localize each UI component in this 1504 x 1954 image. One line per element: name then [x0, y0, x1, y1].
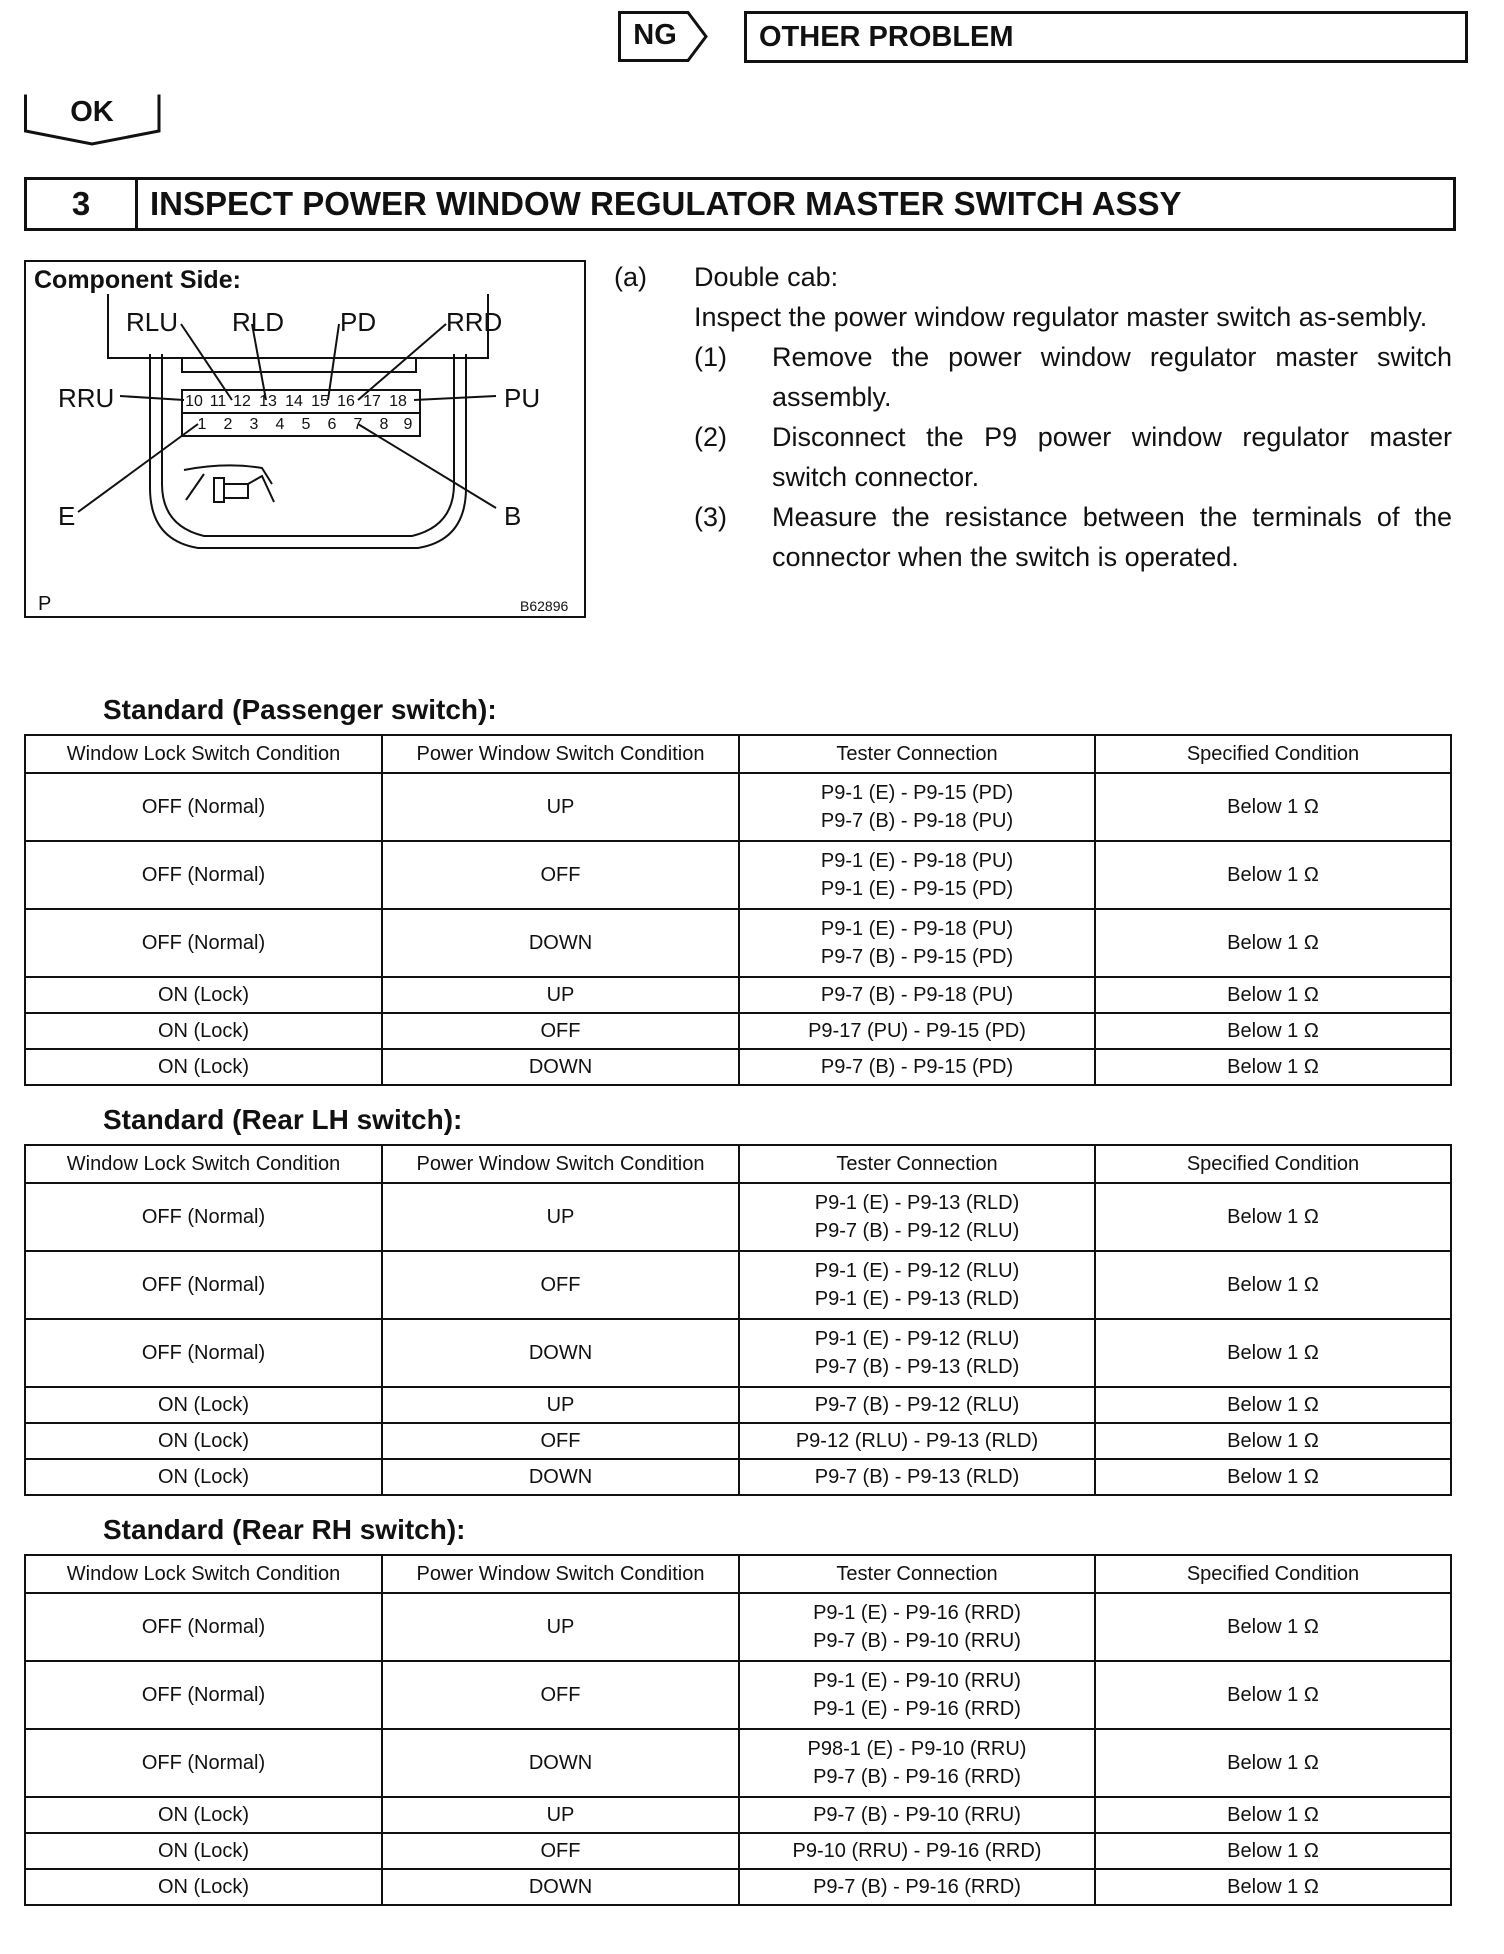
header-spec: Specified Condition: [1095, 735, 1451, 773]
table-title-passenger: Standard (Passenger switch):: [103, 694, 497, 725]
tester-connection-cell: [739, 1423, 1095, 1459]
tester-connection-line: P9-7 (B) - P9-16 (RRD): [813, 1766, 1021, 1788]
tester-connection-line: P9-1 (E) - P9-13 (RLD): [814, 1192, 1020, 1214]
power-window-condition-cell: DOWN: [382, 1319, 739, 1387]
instructions: [614, 257, 1452, 577]
label-rru: RRU: [58, 383, 115, 413]
specified-condition-cell: Below 1 Ω: [1095, 1423, 1451, 1459]
tester-connection-line: P9-7 (B) - P9-13 (RLD): [814, 1356, 1020, 1378]
label-rld: RLD: [232, 307, 285, 337]
specified-condition-cell: Below 1 Ω: [1095, 1387, 1451, 1423]
specified-condition-cell: Below 1 Ω: [1095, 1183, 1451, 1251]
tester-connection-line: P9-1 (E) - P9-15 (PD): [820, 878, 1014, 900]
lock-condition-cell: ON (Lock): [25, 1797, 382, 1833]
tester-connection-cell: [739, 1797, 1095, 1833]
table-row: [25, 841, 1451, 909]
pin-13: 13: [259, 393, 277, 410]
specified-condition-cell: Below 1 Ω: [1095, 1869, 1451, 1905]
specified-condition-cell: Below 1 Ω: [1095, 1661, 1451, 1729]
lock-condition-cell: OFF (Normal): [25, 1251, 382, 1319]
tester-connection-cell: [739, 1049, 1095, 1085]
lock-condition-cell: ON (Lock): [25, 1423, 382, 1459]
table-row: [25, 1049, 1451, 1085]
power-window-condition-cell: UP: [382, 1593, 739, 1661]
tester-connection-line: P9-7 (B) - P9-15 (PD): [820, 1056, 1014, 1078]
label-e: E: [58, 501, 76, 531]
figure-title: Component Side:: [34, 266, 241, 294]
tester-connection-cell: [739, 977, 1095, 1013]
tester-connection-cell: [739, 1729, 1095, 1797]
pin-2: 2: [223, 416, 233, 433]
tester-connection-line: P9-7 (B) - P9-10 (RRU): [813, 1630, 1021, 1652]
header-lock: Window Lock Switch Condition: [25, 1555, 382, 1593]
specified-condition-cell: Below 1 Ω: [1095, 1797, 1451, 1833]
other-problem-box: OTHER PROBLEM: [744, 11, 1468, 63]
spec-table-passenger: [24, 734, 1452, 1086]
tester-connection-line: P9-1 (E) - P9-15 (PD): [820, 782, 1014, 804]
instruction-step-marker: (1): [694, 342, 727, 372]
table-row: [25, 1387, 1451, 1423]
pin-14: 14: [285, 393, 303, 410]
instruction-a-title: Double cab:: [694, 262, 839, 292]
power-window-condition-cell: UP: [382, 1387, 739, 1423]
pin-9: 9: [403, 416, 413, 433]
power-window-condition-cell: DOWN: [382, 1049, 739, 1085]
specified-condition-cell: Below 1 Ω: [1095, 1593, 1451, 1661]
instruction-step-text: Remove the power window regulator master switch assembly.: [772, 342, 1452, 412]
power-window-condition-cell: UP: [382, 773, 739, 841]
table-row: [25, 1833, 1451, 1869]
power-window-condition-cell: UP: [382, 1797, 739, 1833]
table-row: [25, 773, 1451, 841]
header-lock: Window Lock Switch Condition: [25, 735, 382, 773]
specified-condition-cell: Below 1 Ω: [1095, 1459, 1451, 1495]
power-window-condition-cell: DOWN: [382, 909, 739, 977]
pin-5: 5: [301, 416, 311, 433]
tester-connection-line: P9-1 (E) - P9-18 (PU): [820, 850, 1014, 872]
pin-17: 17: [363, 393, 381, 410]
tester-connection-line: P9-7 (B) - P9-10 (RRU): [813, 1804, 1021, 1826]
tester-connection-line: P9-1 (E) - P9-10 (RRU): [813, 1670, 1021, 1692]
label-pd: PD: [340, 307, 377, 337]
tester-connection-line: P9-10 (RRU) - P9-16 (RRD): [792, 1840, 1042, 1862]
tester-connection-line: P9-1 (E) - P9-16 (RRD): [813, 1698, 1021, 1720]
lock-condition-cell: OFF (Normal): [25, 1661, 382, 1729]
table-row: [25, 1013, 1451, 1049]
specified-condition-cell: Below 1 Ω: [1095, 977, 1451, 1013]
tester-connection-line: P9-1 (E) - P9-16 (RRD): [813, 1602, 1021, 1624]
specified-condition-cell: Below 1 Ω: [1095, 909, 1451, 977]
header-tester: Tester Connection: [739, 735, 1095, 773]
power-window-condition-cell: OFF: [382, 1423, 739, 1459]
header-lock: Window Lock Switch Condition: [25, 1145, 382, 1183]
spec-table-rear-rh: [24, 1554, 1452, 1906]
figure-code: B62896: [520, 598, 569, 614]
table-row: [25, 1319, 1451, 1387]
table-row: [25, 977, 1451, 1013]
table-title-rear-lh: Standard (Rear LH switch):: [103, 1104, 463, 1135]
table-row: [25, 1459, 1451, 1495]
tester-connection-line: P9-1 (E) - P9-12 (RLU): [814, 1260, 1020, 1282]
tester-connection-line: P9-1 (E) - P9-18 (PU): [820, 918, 1014, 940]
table-row: [25, 1593, 1451, 1661]
specified-condition-cell: Below 1 Ω: [1095, 1319, 1451, 1387]
table-row: [25, 1423, 1451, 1459]
step-title: INSPECT POWER WINDOW REGULATOR MASTER SWITCH ASSY: [150, 185, 1182, 222]
tester-connection-line: P9-1 (E) - P9-12 (RLU): [814, 1328, 1020, 1350]
specified-condition-cell: Below 1 Ω: [1095, 1729, 1451, 1797]
tester-connection-line: P9-17 (PU) - P9-15 (PD): [808, 1020, 1026, 1042]
lock-condition-cell: OFF (Normal): [25, 773, 382, 841]
tester-connection-line: P9-1 (E) - P9-13 (RLD): [814, 1288, 1020, 1310]
specified-condition-cell: Below 1 Ω: [1095, 1013, 1451, 1049]
table-title-rear-rh: Standard (Rear RH switch):: [103, 1514, 466, 1545]
header-spec: Specified Condition: [1095, 1555, 1451, 1593]
power-window-condition-cell: OFF: [382, 841, 739, 909]
tester-connection-cell: [739, 909, 1095, 977]
lock-condition-cell: ON (Lock): [25, 977, 382, 1013]
instruction-step-marker: (2): [694, 422, 727, 452]
lock-condition-cell: ON (Lock): [25, 1833, 382, 1869]
pin-6: 6: [327, 416, 337, 433]
ng-label: NG: [633, 19, 677, 51]
tester-connection-line: P9-12 (RLU) - P9-13 (RLD): [795, 1430, 1039, 1452]
step-header: [24, 177, 1456, 231]
tester-connection-cell: [739, 1251, 1095, 1319]
lock-condition-cell: OFF (Normal): [25, 909, 382, 977]
lock-condition-cell: ON (Lock): [25, 1459, 382, 1495]
instruction-step-text: Measure the resistance between the terminals of the connector when the switch is operated.: [772, 502, 1452, 572]
specified-condition-cell: Below 1 Ω: [1095, 1049, 1451, 1085]
figure-corner-label: P: [38, 593, 52, 615]
instruction-a: [614, 257, 1452, 577]
instruction-step: [694, 337, 1452, 417]
pin-11: 11: [209, 393, 227, 410]
ng-result-box: [618, 11, 706, 59]
table-row: [25, 909, 1451, 977]
tester-connection-cell: [739, 1869, 1095, 1905]
instruction-step-text: Disconnect the P9 power window regulator master switch connector.: [772, 422, 1452, 492]
tester-connection-line: P9-7 (B) - P9-18 (PU): [820, 984, 1014, 1006]
instruction-a-marker: (a): [614, 262, 647, 292]
power-window-condition-cell: UP: [382, 1183, 739, 1251]
label-pu: PU: [504, 383, 541, 413]
tester-connection-cell: [739, 841, 1095, 909]
power-window-condition-cell: OFF: [382, 1013, 739, 1049]
power-window-condition-cell: UP: [382, 977, 739, 1013]
tester-connection-line: P9-7 (B) - P9-12 (RLU): [814, 1394, 1020, 1416]
tester-connection-cell: [739, 1459, 1095, 1495]
instruction-a-body-wrap: [694, 257, 1452, 577]
pin-7: 7: [353, 416, 363, 433]
header-tester: Tester Connection: [739, 1145, 1095, 1183]
tester-connection-line: P9-7 (B) - P9-15 (PD): [820, 946, 1014, 968]
instruction-step: [694, 417, 1452, 497]
tester-connection-cell: [739, 1833, 1095, 1869]
lock-condition-cell: ON (Lock): [25, 1387, 382, 1423]
header-spec: Specified Condition: [1095, 1145, 1451, 1183]
label-b: B: [504, 501, 522, 531]
power-window-condition-cell: DOWN: [382, 1869, 739, 1905]
tester-connection-cell: [739, 1183, 1095, 1251]
lock-condition-cell: ON (Lock): [25, 1869, 382, 1905]
power-window-condition-cell: OFF: [382, 1833, 739, 1869]
power-window-condition-cell: OFF: [382, 1251, 739, 1319]
ok-result-box: [24, 93, 160, 145]
lock-condition-cell: OFF (Normal): [25, 1183, 382, 1251]
pin-12: 12: [233, 393, 251, 410]
specified-condition-cell: Below 1 Ω: [1095, 773, 1451, 841]
lock-condition-cell: OFF (Normal): [25, 1319, 382, 1387]
pin-4: 4: [275, 416, 285, 433]
label-rrd: RRD: [446, 307, 503, 337]
header-power-window: Power Window Switch Condition: [382, 1555, 739, 1593]
table-row: [25, 1251, 1451, 1319]
table-row: [25, 1183, 1451, 1251]
tester-connection-line: P9-7 (B) - P9-18 (PU): [820, 810, 1014, 832]
lock-condition-cell: OFF (Normal): [25, 1593, 382, 1661]
pin-15: 15: [311, 393, 329, 410]
lock-condition-cell: OFF (Normal): [25, 1729, 382, 1797]
pin-8: 8: [379, 416, 389, 433]
table-row: [25, 1869, 1451, 1905]
table-row: [25, 1797, 1451, 1833]
pin-18: 18: [389, 393, 407, 410]
specified-condition-cell: Below 1 Ω: [1095, 1833, 1451, 1869]
spec-table-rear-lh: [24, 1144, 1452, 1496]
lock-condition-cell: ON (Lock): [25, 1013, 382, 1049]
power-window-condition-cell: DOWN: [382, 1459, 739, 1495]
tester-connection-line: P9-7 (B) - P9-13 (RLD): [814, 1466, 1020, 1488]
tester-connection-cell: [739, 1319, 1095, 1387]
power-window-condition-cell: DOWN: [382, 1729, 739, 1797]
tester-connection-line: P9-7 (B) - P9-12 (RLU): [814, 1220, 1020, 1242]
table-row: [25, 1729, 1451, 1797]
tester-connection-cell: [739, 773, 1095, 841]
header-tester: Tester Connection: [739, 1555, 1095, 1593]
tester-connection-line: P98-1 (E) - P9-10 (RRU): [807, 1738, 1027, 1760]
instruction-step-marker: (3): [694, 502, 727, 532]
header-power-window: Power Window Switch Condition: [382, 735, 739, 773]
lock-condition-cell: ON (Lock): [25, 1049, 382, 1085]
instruction-step: [694, 497, 1452, 577]
specified-condition-cell: Below 1 Ω: [1095, 1251, 1451, 1319]
label-rlu: RLU: [126, 307, 179, 337]
tester-connection-cell: [739, 1661, 1095, 1729]
step-number: 3: [27, 180, 138, 228]
power-window-condition-cell: OFF: [382, 1661, 739, 1729]
instruction-a-body: Inspect the power window regulator master switch as-sembly.: [694, 302, 1428, 332]
tester-connection-line: P9-7 (B) - P9-16 (RRD): [813, 1876, 1021, 1898]
tester-connection-cell: [739, 1387, 1095, 1423]
tester-connection-cell: [739, 1593, 1095, 1661]
pin-3: 3: [249, 416, 259, 433]
table-row: [25, 1661, 1451, 1729]
header-power-window: Power Window Switch Condition: [382, 1145, 739, 1183]
specified-condition-cell: Below 1 Ω: [1095, 841, 1451, 909]
pin-1: 1: [197, 416, 207, 433]
ok-label: OK: [70, 96, 114, 128]
connector-figure: [24, 260, 586, 618]
tester-connection-cell: [739, 1013, 1095, 1049]
pin-16: 16: [337, 393, 355, 410]
pin-10: 10: [185, 393, 203, 410]
lock-condition-cell: OFF (Normal): [25, 841, 382, 909]
